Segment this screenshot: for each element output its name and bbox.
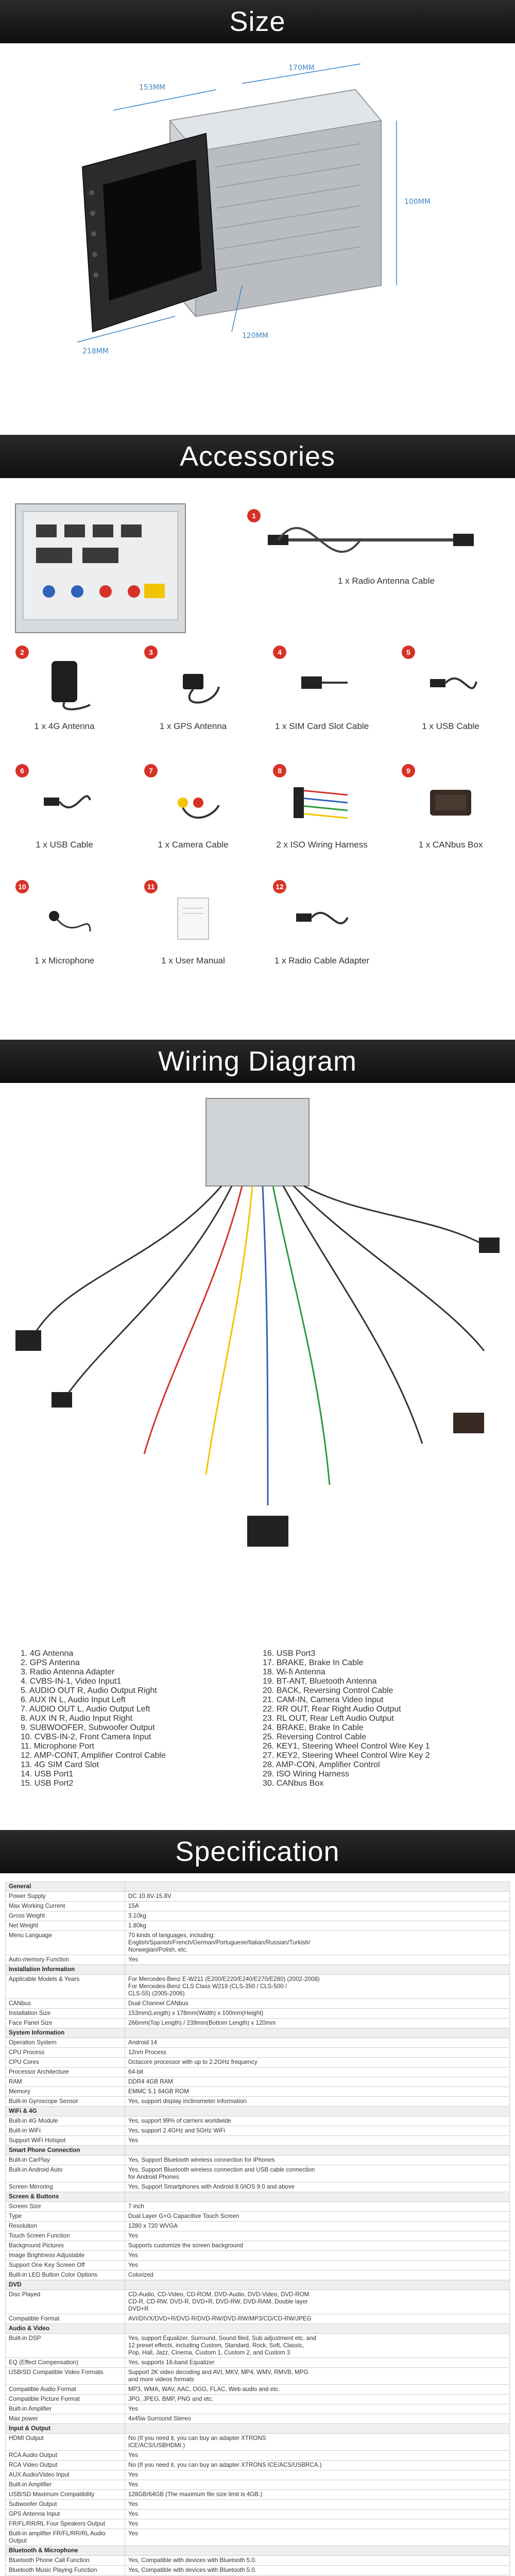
spec-key: Max Working Current [6, 1902, 125, 1911]
legend-item: 19. BT-ANT, Bluetooth Antenna [263, 1677, 377, 1686]
spec-key: Installation Information [6, 1965, 125, 1975]
spec-row [6, 2231, 510, 2241]
spec-row [6, 2358, 510, 2368]
spec-row [6, 2470, 510, 2480]
spec-value [125, 2546, 510, 2556]
legend-item: 16. USB Port3 [263, 1649, 316, 1658]
spec-key: WiFi & 4G [6, 2107, 125, 2116]
spec-key: General [6, 1882, 125, 1892]
spec-value: No (If you need it, you can buy an adapter XTRONS ICE/ACS/USBHDMI.) [125, 2434, 510, 2451]
legend-item: 7. AUDIO OUT L, Audio Output Left [21, 1705, 150, 1714]
spec-value: For Mercedes-Benz E-W211 (E200/E220/E240/E270/E280) (2002-2008) For Mercedes-Benz CLS Class W219 (CLS-350 / CLS-500 / CLS-55) (2005-2006) [125, 1975, 510, 1999]
legend-item: 8. AUX IN R, Audio Input Right [21, 1714, 133, 1723]
badge-11: 11 [144, 880, 158, 893]
wiring-banner [0, 1040, 515, 1083]
spec-key: RCA Audio Output [6, 2451, 125, 2461]
spec-key: System Information [6, 2028, 125, 2038]
accessory-11 [129, 890, 258, 966]
spec-value: Octacore processor with up to 2.2GHz frequency [125, 2058, 510, 2067]
spec-value [125, 2280, 510, 2290]
spec-row [6, 2261, 510, 2270]
accessory-label: 1 x 4G Antenna [34, 721, 95, 731]
spec-value: 15A [125, 1902, 510, 1911]
badge-8: 8 [273, 764, 286, 777]
spec-value: AVI/DIVX/DVD+R/DVD-R/DVD-RW/DVD-RW/MP3/CD/CD-RW/JPEG [125, 2314, 510, 2324]
badge-7: 7 [144, 764, 158, 777]
spec-row [6, 2048, 510, 2058]
spec-key: Subwoofer Output [6, 2500, 125, 2510]
spec-value: 64-bit [125, 2067, 510, 2077]
accessories-banner [0, 435, 515, 478]
spec-key: Built-in Amplifier [6, 2480, 125, 2490]
spec-row [6, 2500, 510, 2510]
spec-value: 4x45w Surround Stereo [125, 2414, 510, 2424]
accessory-10 [0, 890, 129, 966]
legend-item: 14. USB Port1 [21, 1770, 74, 1778]
spec-row [6, 2290, 510, 2314]
spec-row [6, 2116, 510, 2126]
accessory-label: 1 x USB Cable [422, 721, 479, 731]
spec-value [125, 2028, 510, 2038]
badge-9: 9 [402, 764, 415, 777]
spec-row [6, 2019, 510, 2028]
dimension-front-width: 218MM [82, 347, 109, 355]
spec-section-row [6, 2546, 510, 2556]
spec-row [6, 2212, 510, 2222]
spec-value: JPG, JPEG, BMP, PNG and etc. [125, 2395, 510, 2404]
spec-value: 7 inch [125, 2202, 510, 2212]
accessory-label: 1 x USB Cable [36, 840, 93, 850]
spec-key: DVD [6, 2280, 125, 2290]
spec-key: Support WiFi Hotspot [6, 2136, 125, 2146]
spec-value: EMMC 5.1 64GB ROM [125, 2087, 510, 2097]
legend-item: 12. AMP-CONT, Amplifier Control Cable [21, 1751, 166, 1760]
accessory-label: 1 x GPS Antenna [159, 721, 227, 731]
spec-row [6, 2490, 510, 2500]
spec-key: Gross Weight [6, 1911, 125, 1921]
legend-item: 9. SUBWOOFER, Subwoofer Output [21, 1723, 155, 1732]
legend-item: 22. RR OUT, Rear Right Audio Output [263, 1705, 401, 1714]
spec-value: Yes, support Equalizer, Surround, Sound filed, Sub adjustment etc. and 12 preset effects, including Custom, Standard, Rock, Soft, Classic, Pop, Hall, Jazz, Cinema, Custom 1, Custom 2, and Custom 3 [125, 2334, 510, 2358]
spec-value: Yes, support display inclinometer information [125, 2097, 510, 2107]
specification-banner [0, 1830, 515, 1873]
spec-key: Image Brightness Adjustable [6, 2251, 125, 2261]
gps-antenna-icon [157, 656, 229, 713]
spec-value: Yes [125, 2231, 510, 2241]
spec-key: Applicable Models & Years [6, 1975, 125, 1999]
spec-key: Menu Language [6, 1931, 125, 1955]
spec-row [6, 2202, 510, 2212]
spec-value [125, 1965, 510, 1975]
spec-value: DDR4 4GB RAM [125, 2077, 510, 2087]
spec-row [6, 2519, 510, 2529]
spec-key: Face Panel Size [6, 2019, 125, 2028]
spec-row [6, 1999, 510, 2009]
legend-item: 29. ISO Wiring Harness [263, 1770, 350, 1778]
spec-value [125, 2324, 510, 2334]
wiring-diagram [0, 1083, 515, 1830]
spec-key: Built-in Amplifier [6, 2404, 125, 2414]
dimension-front-depth: 120MM [242, 332, 268, 340]
spec-row [6, 2404, 510, 2414]
spec-row [6, 2241, 510, 2251]
spec-value [125, 2146, 510, 2156]
legend-item: 30. CANbus Box [263, 1779, 324, 1788]
legend-item: 23. RL OUT, Rear Left Audio Output [263, 1714, 394, 1723]
spec-value: Yes [125, 2500, 510, 2510]
spec-value: 12nm Process [125, 2048, 510, 2058]
legend-item: 15. USB Port2 [21, 1779, 74, 1788]
spec-row [6, 2314, 510, 2324]
wiring-title: Wiring Diagram [158, 1046, 357, 1077]
spec-key: Type [6, 2212, 125, 2222]
spec-value: Android 14 [125, 2038, 510, 2048]
spec-value: Yes [125, 2136, 510, 2146]
spec-key: Screen Size [6, 2202, 125, 2212]
legend-item: 10. CVBS-IN-2, Front Camera Input [21, 1733, 151, 1741]
spec-key: Disc Played [6, 2290, 125, 2314]
spec-row [6, 2136, 510, 2146]
badge-1: 1 [247, 509, 261, 522]
spec-section-row [6, 2280, 510, 2290]
wiring-legend [21, 1650, 505, 1788]
spec-key: HDMI Output [6, 2434, 125, 2451]
spec-value: Yes, Support Bluetooth wireless connection and USB cable connection for Android Phones [125, 2165, 510, 2182]
legend-item: 26. KEY1, Steering Wheel Control Wire Key 1 [263, 1742, 430, 1751]
spec-key: CPU Cores [6, 2058, 125, 2067]
spec-row [6, 2156, 510, 2165]
spec-row [6, 2126, 510, 2136]
legend-item: 18. Wi-fi Antenna [263, 1668, 325, 1676]
spec-value: 153mm(Length) x 178mm(Width) x 100mm(Height) [125, 2009, 510, 2019]
badge-6: 6 [15, 764, 29, 777]
accessory-5 [386, 656, 515, 732]
spec-row [6, 2067, 510, 2077]
spec-value: DC 10.8V-15.8V [125, 1892, 510, 1902]
spec-row [6, 2222, 510, 2231]
spec-key: Built-in 4G Module [6, 2116, 125, 2126]
badge-12: 12 [273, 880, 286, 893]
legend-item: 20. BACK, Reversing Control Cable [263, 1686, 393, 1695]
spec-row [6, 2451, 510, 2461]
spec-section-row [6, 1882, 510, 1892]
spec-value: Yes, Compatible with devices with Bluetooth 5.0. [125, 2556, 510, 2566]
accessory-label: 1 x Microphone [34, 956, 95, 965]
spec-value: Yes [125, 2529, 510, 2546]
spec-section-row [6, 2146, 510, 2156]
accessory-4 [258, 656, 386, 732]
legend-item: 5. AUDIO OUT R, Audio Output Right [21, 1686, 157, 1695]
legend-item: 24. BRAKE, Brake In Cable [263, 1723, 364, 1732]
spec-key: AUX Audio/Video Input [6, 2470, 125, 2480]
spec-key: Smart Phone Connection [6, 2146, 125, 2156]
spec-row [6, 2566, 510, 2575]
spec-key: Support One Key Screen Off [6, 2261, 125, 2270]
spec-row [6, 2368, 510, 2385]
spec-value: Yes [125, 2261, 510, 2270]
spec-row [6, 2182, 510, 2192]
spec-key: Compatible Format [6, 2314, 125, 2324]
legend-item: 2. GPS Antenna [21, 1658, 80, 1667]
spec-row [6, 2097, 510, 2107]
spec-key: Built-in amplifier FR/FL/RR/RL Audio Output [6, 2529, 125, 2546]
usb-cable-icon [28, 774, 100, 831]
accessories-title: Accessories [179, 441, 336, 472]
spec-row [6, 2556, 510, 2566]
spec-key: USB/SD Compatible Video Formats [6, 2368, 125, 2385]
iso-wiring-harness-icon [286, 774, 358, 831]
canbus-box-icon [415, 774, 487, 831]
spec-row [6, 1892, 510, 1902]
spec-row [6, 2058, 510, 2067]
spec-row [6, 2009, 510, 2019]
legend-item: 13. 4G SIM Card Slot [21, 1760, 99, 1769]
spec-key: CPU Process [6, 2048, 125, 2058]
head-unit-illustration [0, 43, 515, 435]
4g-antenna-icon [28, 656, 100, 713]
spec-key: Audio & Video [6, 2324, 125, 2334]
legend-item: 25. Reversing Control Cable [263, 1733, 366, 1741]
spec-key: Built-in LED Button Color Options [6, 2270, 125, 2280]
legend-item: 1. 4G Antenna [21, 1649, 74, 1658]
badge-4: 4 [273, 646, 286, 659]
spec-row [6, 2529, 510, 2546]
accessory-label: 2 x ISO Wiring Harness [276, 840, 368, 850]
spec-key: Input & Output [6, 2424, 125, 2434]
accessory-9 [386, 774, 515, 850]
spec-row [6, 2480, 510, 2490]
spec-key: Built-in CarPlay [6, 2156, 125, 2165]
spec-value: Yes, support 99% of carriers worldwide [125, 2116, 510, 2126]
spec-key: EQ (Effect Compensation) [6, 2358, 125, 2368]
accessory-8 [258, 774, 386, 850]
dimension-depth: 170MM [288, 64, 315, 72]
wiring-illustration [0, 1083, 515, 1645]
microphone-icon [28, 890, 100, 947]
spec-value: Yes [125, 1955, 510, 1965]
spec-row [6, 1921, 510, 1931]
spec-value: 1.80kg [125, 1921, 510, 1931]
spec-key: Bluetooth Phone Call Function [6, 2556, 125, 2566]
accessory-12 [258, 890, 386, 966]
size-banner [0, 0, 515, 43]
badge-10: 10 [15, 880, 29, 893]
spec-value: CD-Audio, CD-Video, CD-ROM, DVD-Audio, DVD-Video, DVD-ROM CD-R, CD-RW, DVD-R, DVD+R, DVD-RW, DVD-RAM, Double layer DVD+R [125, 2290, 510, 2314]
spec-key: Built-in Android Auto [6, 2165, 125, 2182]
spec-value: Dual Channel CANbus [125, 1999, 510, 2009]
spec-value: 128GB/64GB (The maximum file size limit is 4GB.) [125, 2490, 510, 2500]
spec-value: Yes, Support Smartphones with Android 8.0/iOS 9.0 and above [125, 2182, 510, 2192]
dimension-height: 100MM [404, 198, 431, 206]
spec-value: Yes, support 2.4GHz and 5GHz WiFi [125, 2126, 510, 2136]
spec-key: Processor Architecture [6, 2067, 125, 2077]
spec-row [6, 2334, 510, 2358]
spec-value: 266mm(Top Length) / 239mm(Bottom Length) x 120mm [125, 2019, 510, 2028]
spec-value: 1280 x 720 WVGA [125, 2222, 510, 2231]
accessory-label: 1 x Radio Antenna Cable [337, 576, 435, 586]
spec-section-row [6, 2028, 510, 2038]
spec-value: 70 kinds of languages, including: English/Spanish/French/German/Portuguese/Italian/Russian/Turkish/ Norwegian/Polish, etc. [125, 1931, 510, 1955]
spec-row [6, 2385, 510, 2395]
accessory-label: 1 x CANbus Box [418, 840, 483, 850]
spec-value: No (If you need it, you can buy an adapter XTRONS ICE/ACS/USBRCA.) [125, 2461, 510, 2470]
spec-row [6, 2077, 510, 2087]
spec-value: Yes, Compatible with devices with Bluetooth 5.0. [125, 2566, 510, 2575]
usb-cable-icon [415, 656, 487, 713]
accessories-grid [0, 478, 515, 1040]
spec-key: Built-in WiFi [6, 2126, 125, 2136]
accessory-7 [129, 774, 258, 850]
spec-key: Touch Screen Function [6, 2231, 125, 2241]
spec-key: Screen & Buttons [6, 2192, 125, 2202]
spec-row [6, 2510, 510, 2519]
spec-value: Yes [125, 2404, 510, 2414]
specification-section [0, 1830, 515, 2576]
legend-item: 4. CVBS-IN-1, Video Input1 [21, 1677, 122, 1686]
spec-key: Auto-memory Function [6, 1955, 125, 1965]
spec-value [125, 2107, 510, 2116]
spec-value [125, 2424, 510, 2434]
spec-value [125, 1882, 510, 1892]
spec-row [6, 2434, 510, 2451]
specification-table [5, 1882, 510, 2576]
spec-row [6, 2087, 510, 2097]
spec-key: Max power [6, 2414, 125, 2424]
spec-key: USB/SD Maximum Compatibility [6, 2490, 125, 2500]
spec-key: Power Supply [6, 1892, 125, 1902]
spec-value: Yes, Support Bluetooth wireless connection for iPhones [125, 2156, 510, 2165]
spec-value: Colorized [125, 2270, 510, 2280]
spec-row [6, 1911, 510, 1921]
spec-section-row [6, 2324, 510, 2334]
spec-row [6, 2414, 510, 2424]
spec-key: Bluetooth & Microphone [6, 2546, 125, 2556]
spec-value: 3.10kg [125, 1911, 510, 1921]
spec-value: Yes [125, 2519, 510, 2529]
accessory-label: 1 x User Manual [161, 956, 225, 965]
legend-item: 17. BRAKE, Brake In Cable [263, 1658, 364, 1667]
spec-row [6, 1931, 510, 1955]
spec-value [125, 2192, 510, 2202]
accessory-1 [268, 576, 505, 586]
spec-row [6, 2038, 510, 2048]
spec-key: Net Weight [6, 1921, 125, 1931]
spec-key: Built-in Gyroscope Sensor [6, 2097, 125, 2107]
spec-key: Compatible Audio Format [6, 2385, 125, 2395]
spec-key: GPS Antenna Input [6, 2510, 125, 2519]
spec-value: Support 2K video decoding and AVI, MKV, MP4, WMV, RMVB, MPG and more videos formats [125, 2368, 510, 2385]
accessory-label: 1 x Radio Cable Adapter [274, 956, 370, 965]
spec-value: Yes [125, 2251, 510, 2261]
spec-value: Yes [125, 2470, 510, 2480]
user-manual-icon [157, 890, 229, 947]
spec-value: Yes [125, 2451, 510, 2461]
spec-key: Built-in DSP [6, 2334, 125, 2358]
legend-item: 11. Microphone Port [21, 1742, 94, 1751]
spec-key: Installation Size [6, 2009, 125, 2019]
spec-row [6, 2251, 510, 2261]
spec-row [6, 2461, 510, 2470]
spec-value: Yes [125, 2510, 510, 2519]
camera-cable-icon [157, 774, 229, 831]
spec-value: Supports customize the screen background [125, 2241, 510, 2251]
badge-3: 3 [144, 646, 158, 659]
legend-item: 27. KEY2, Steering Wheel Control Wire Key 2 [263, 1751, 430, 1760]
badge-2: 2 [15, 646, 29, 659]
spec-key: CANbus [6, 1999, 125, 2009]
spec-key: Operation System [6, 2038, 125, 2048]
sim-card-slot-cable-icon [286, 656, 358, 713]
spec-key: Screen Mirroring [6, 2182, 125, 2192]
spec-row [6, 1975, 510, 1999]
badge-5: 5 [402, 646, 415, 659]
spec-key: RAM [6, 2077, 125, 2087]
spec-value: Dual Layer G+G Capacitive Touch Screen [125, 2212, 510, 2222]
accessory-label: 1 x Camera Cable [158, 840, 229, 850]
specification-title: Specification [175, 1836, 340, 1867]
spec-key: Resolution [6, 2222, 125, 2231]
legend-item: 21. CAM-IN, Camera Video Input [263, 1696, 384, 1704]
spec-key: Background Pictures [6, 2241, 125, 2251]
spec-value: Yes, supports 16-band Equalizer [125, 2358, 510, 2368]
spec-key: Memory [6, 2087, 125, 2097]
dimension-top-width: 153MM [139, 83, 165, 92]
spec-row [6, 2395, 510, 2404]
legend-item: 28. AMP-CON, Amplifier Control [263, 1760, 380, 1769]
legend-item: 6. AUX IN L, Audio Input Left [21, 1696, 126, 1704]
spec-row [6, 2165, 510, 2182]
accessory-3 [129, 656, 258, 732]
accessory-label: 1 x SIM Card Slot Cable [274, 721, 369, 731]
spec-key: FR/FL/RR/RL Four Speakers Output [6, 2519, 125, 2529]
spec-value: MP3, WMA, WAV, AAC, OGG, FLAC, Web audio and etc. [125, 2385, 510, 2395]
spec-key: Bluetooth Music Playing Function [6, 2566, 125, 2575]
spec-row [6, 1902, 510, 1911]
spec-section-row [6, 2107, 510, 2116]
spec-value: Yes [125, 2480, 510, 2490]
legend-item: 3. Radio Antenna Adapter [21, 1668, 115, 1676]
spec-section-row [6, 2192, 510, 2202]
size-title: Size [229, 6, 286, 37]
accessory-6 [0, 774, 129, 850]
spec-key: RCA Video Output [6, 2461, 125, 2470]
spec-row [6, 2270, 510, 2280]
spec-section-row [6, 1965, 510, 1975]
size-diagram [0, 43, 515, 435]
spec-row [6, 1955, 510, 1965]
spec-section-row [6, 2424, 510, 2434]
spec-key: Compatible Picture Format [6, 2395, 125, 2404]
accessory-2 [0, 656, 129, 732]
radio-cable-adapter-icon [286, 890, 358, 947]
